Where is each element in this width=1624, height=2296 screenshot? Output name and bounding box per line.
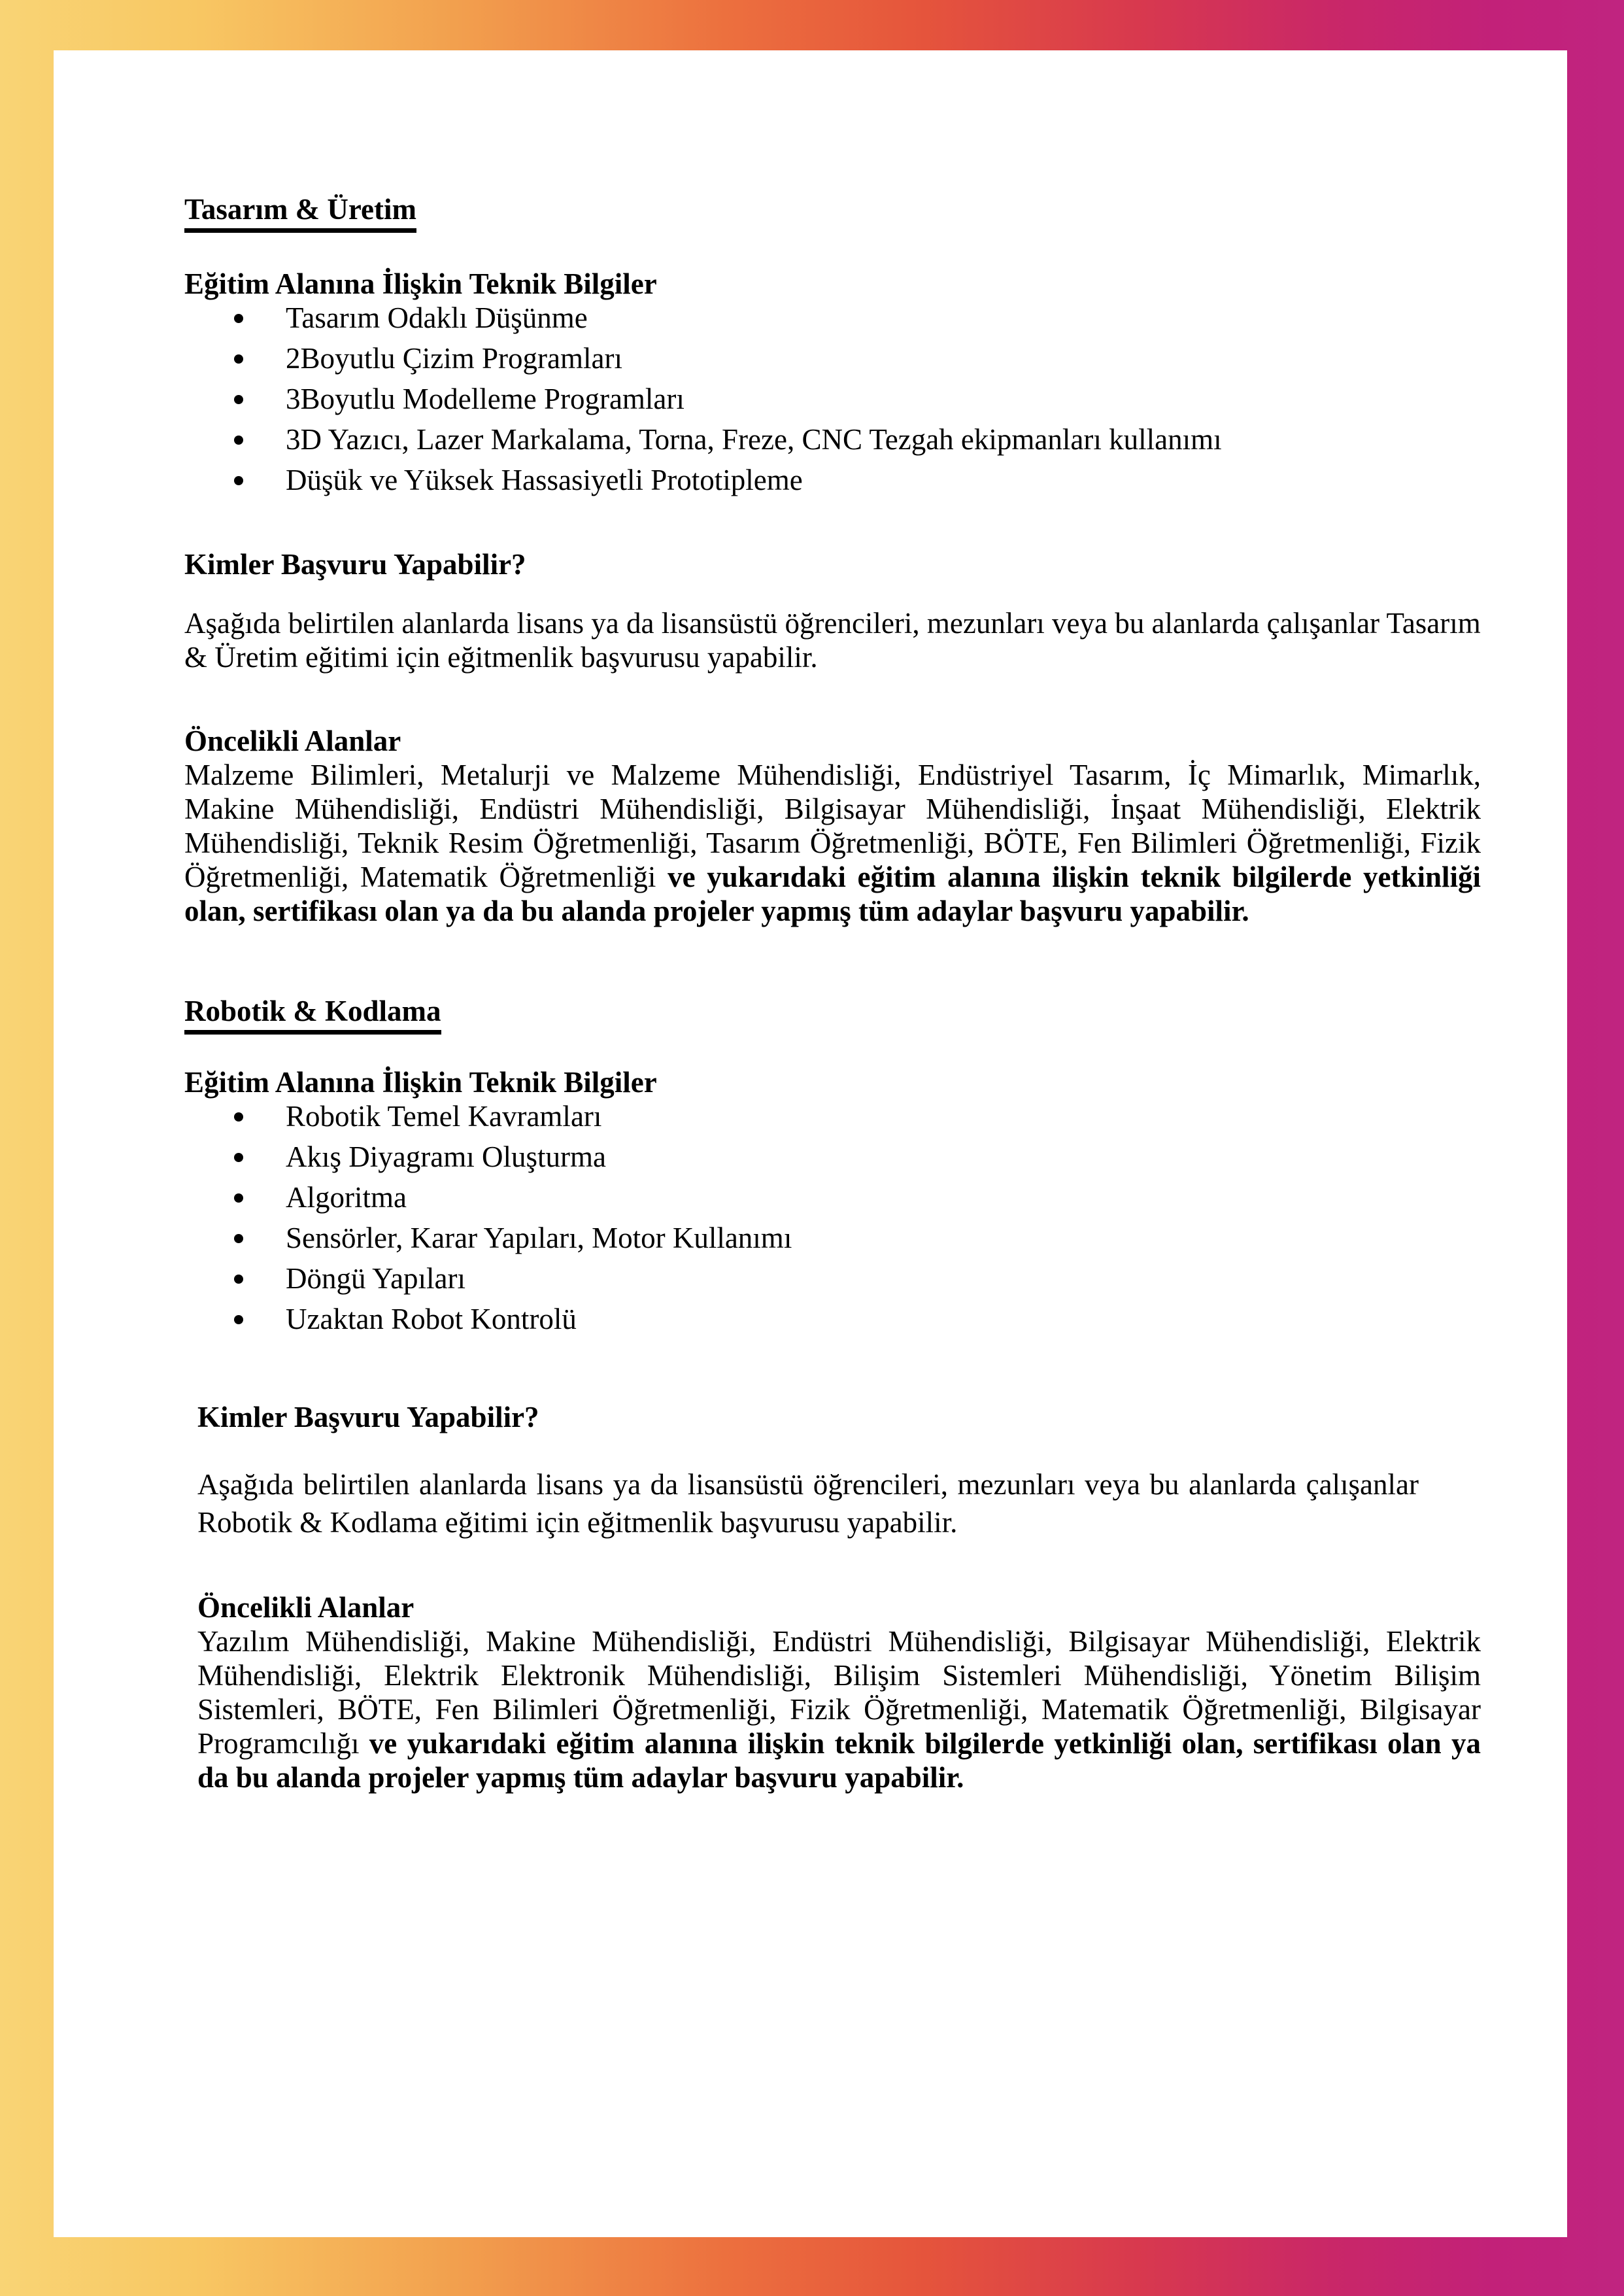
priority-areas-paragraph [197, 1624, 1481, 1794]
bullet-icon [234, 1234, 243, 1243]
who-can-apply-paragraph: Aşağıda belirtilen alanlarda lisans ya da lisansüstü öğrencileri, mezunları veya bu alanlarda çalışanlar Tasarım & Üretim eğitimi için eğitmenlik başvurusu yapabilir. [184, 607, 1481, 674]
list-item-text: Döngü Yapıları [286, 1262, 466, 1295]
list-item [184, 1221, 1481, 1255]
list-item-text: Akış Diyagramı Oluşturma [286, 1140, 606, 1173]
section-title [184, 994, 1481, 1035]
list-item-text: 2Boyutlu Çizim Programları [286, 342, 622, 375]
bullet-icon [234, 1275, 243, 1284]
priority-areas-heading: Öncelikli Alanlar [197, 1591, 414, 1624]
tech-info-heading: Eğitim Alanına İlişkin Teknik Bilgiler [184, 1066, 657, 1099]
bullet-icon [234, 395, 243, 404]
bullet-icon [234, 1315, 243, 1324]
bullet-icon [234, 1153, 243, 1162]
tech-info-list [184, 1099, 1481, 1336]
priority-areas-bold-text: ve yukarıdaki eğitim alanına ilişkin teknik bilgilerde yetkinliği olan, sertifikası olan ya da bu alanda projeler yapmış tüm adaylar başvuru yapabilir. [197, 1727, 1481, 1794]
bullet-icon [234, 354, 243, 364]
list-item [184, 301, 1481, 335]
tech-info-heading: Eğitim Alanına İlişkin Teknik Bilgiler [184, 267, 657, 300]
section-title-text: Tasarım & Üretim [184, 192, 416, 233]
list-item-text: Robotik Temel Kavramları [286, 1100, 602, 1133]
bullet-icon [234, 314, 243, 323]
list-item-text: 3Boyutlu Modelleme Programları [286, 383, 685, 415]
list-item [184, 1180, 1481, 1214]
bullet-icon [234, 436, 243, 445]
list-item-text: Düşük ve Yüksek Hassasiyetli Prototipleme [286, 464, 803, 496]
bullet-icon [234, 1112, 243, 1122]
list-item [184, 463, 1481, 497]
list-item [184, 341, 1481, 375]
tech-info-list [184, 301, 1481, 497]
priority-areas-bold-text: ve yukarıdaki eğitim alanına ilişkin teknik bilgilerde yetkinliği olan, sertifikası olan ya da bu alanda projeler yapmış tüm adaylar başvuru yapabilir. [184, 861, 1481, 927]
document-content [54, 50, 1567, 1794]
list-item [184, 1302, 1481, 1336]
list-item-text: Uzaktan Robot Kontrolü [286, 1303, 577, 1335]
bullet-icon [234, 1193, 243, 1203]
list-item-text: Tasarım Odaklı Düşünme [286, 301, 588, 334]
document-page [54, 50, 1567, 2237]
list-item [184, 1261, 1481, 1295]
priority-areas-normal-text: Yazılım Mühendisliği, Makine Mühendisliği, Endüstri Mühendisliği, Bilgisayar Mühendisliği, Elektrik Mühendisliği, Elektrik Elektronik Mühendisliği, Bilişim Sistemleri Mühendisliği, Yönetim Bilişim Sistemleri, BÖTE, Fen Bilimleri Öğretmenliği, Fizik Öğretmenliği, Matematik Öğretmenliği, Bilgisayar Programcılığı [197, 1625, 1481, 1760]
section-robotics-coding [184, 994, 1481, 1794]
section-design-production [184, 192, 1481, 928]
list-item [184, 422, 1481, 456]
priority-areas-normal-text: Malzeme Bilimleri, Metalurji ve Malzeme Mühendisliği, Endüstriyel Tasarım, İç Mimarlık, Mimarlık, Makine Mühendisliği, Endüstri Mühendisliği, Bilgisayar Mühendisliği, İnşaat Mühendisliği, Elektrik Mühendisliği, Teknik Resim Öğretmenliği, Tasarım Öğretmenliği, BÖTE, Fen Bilimleri Öğretmenliği, Fizik Öğretmenliği, Matematik Öğretmenliği [184, 759, 1481, 893]
who-can-apply-paragraph: Aşağıda belirtilen alanlarda lisans ya da lisansüstü öğrencileri, mezunları veya bu alanlarda çalışanlar Robotik & Kodlama eğitimi için eğitmenlik başvurusu yapabilir. [197, 1468, 1419, 1539]
who-can-apply-heading: Kimler Başvuru Yapabilir? [184, 548, 526, 581]
list-item-text: Algoritma [286, 1181, 407, 1214]
list-item-text: 3D Yazıcı, Lazer Markalama, Torna, Freze, CNC Tezgah ekipmanları kullanımı [286, 423, 1222, 456]
section-title [184, 192, 1481, 233]
list-item [184, 1140, 1481, 1174]
list-item-text: Sensörler, Karar Yapıları, Motor Kullanımı [286, 1222, 792, 1254]
bullet-icon [234, 476, 243, 485]
who-can-apply-heading: Kimler Başvuru Yapabilir? [197, 1401, 539, 1433]
list-item [184, 382, 1481, 416]
priority-areas-paragraph [184, 758, 1481, 928]
section-title-text: Robotik & Kodlama [184, 994, 441, 1035]
list-item [184, 1099, 1481, 1133]
priority-areas-heading: Öncelikli Alanlar [184, 725, 401, 757]
